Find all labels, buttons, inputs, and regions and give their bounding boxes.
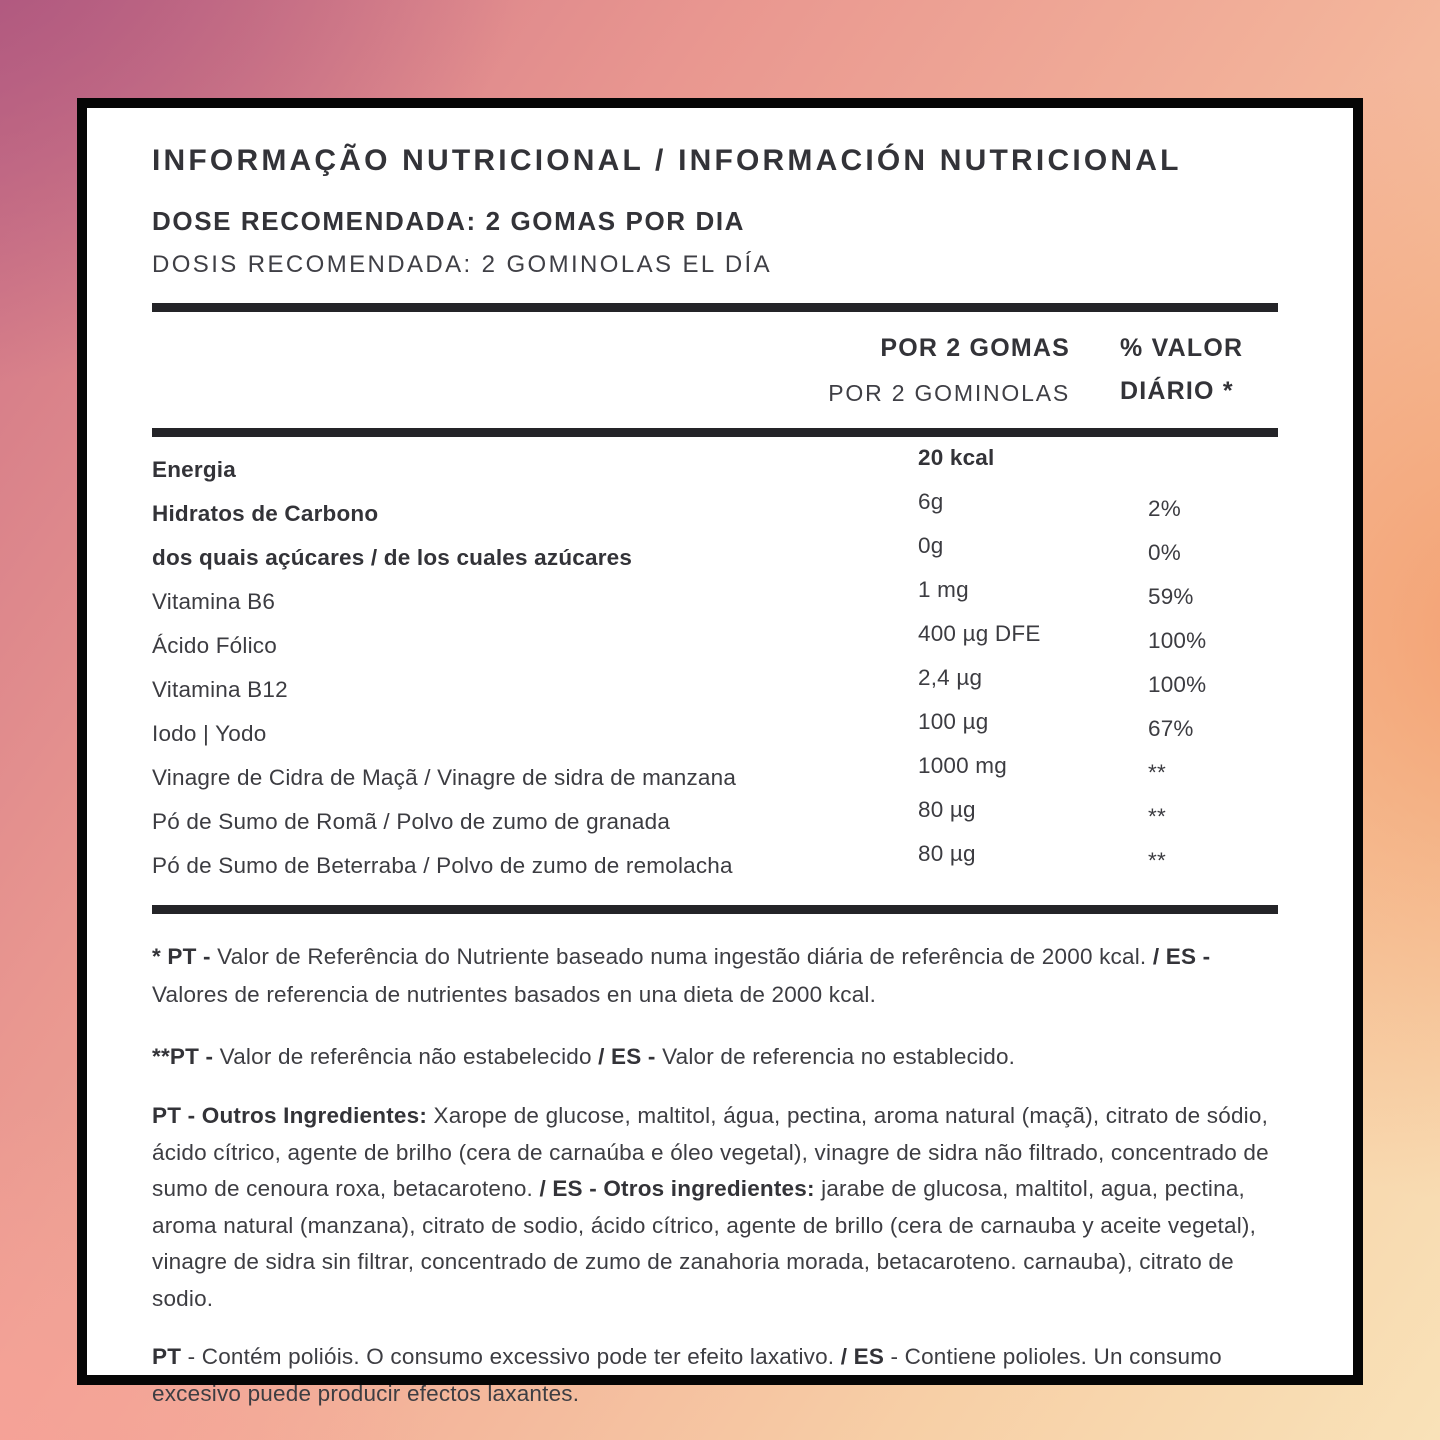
amount-header-pt: POR 2 GOMAS [880,334,1070,362]
nutrition-table-body [152,437,1278,885]
nutrient-daily-value: 100% [1148,672,1207,697]
table-row [152,665,1278,709]
polyols-warning-paragraph: PT - Contém polióis. O consumo excessivo pode ter efeito laxativo. / ES - Contiene polioles. Un consumo excesivo puede producir efectos laxantes. [152,1344,1222,1406]
table-row [152,709,1278,753]
table-row [152,841,1278,885]
nutrient-name: Hidratos de Carbono [152,501,379,526]
nutrient-name: Ácido Fólico [152,633,277,658]
nutrient-amount: 1000 mg [918,753,1007,778]
nutrient-name: Pó de Sumo de Romã / Polvo de zumo de granada [152,809,671,834]
nutrient-amount: 1 mg [918,577,969,602]
other-ingredients-paragraph: PT - Outros Ingredientes: Xarope de glucose, maltitol, água, pectina, aroma natural (maçã), citrato de sódio, ácido cítrico, agente de brilho (cera de carnaúba e óleo vegetal), vinagre de sidra não filtrado, concentrado de sumo de cenoura roxa, betacaroteno. / ES - Otros ingredientes: jarabe de glucosa, maltitol, agua, pectina, aroma natural (manzana), citrato de sodio, ácido cítrico, agente de brillo (cera de carnauba y aceite vegetal), vinagre de sidra sin filtrar, concentrado de zumo de zanahoria morada, betacaroteno. carnauba), citrato de sodio. [152,1103,1269,1311]
nutrient-daily-value: ** [1148,804,1166,829]
amount-column-header [828,334,1070,407]
divider-header [152,428,1278,437]
table-row [152,797,1278,841]
table-row [152,577,1278,621]
nutrient-daily-value: 2% [1148,496,1181,521]
nutrient-daily-value: 67% [1148,716,1194,741]
table-row [152,489,1278,533]
table-row [152,753,1278,797]
nutrient-daily-value: ** [1148,760,1166,785]
nutrient-daily-value: 0% [1148,540,1181,565]
daily-value-column-header [1120,334,1243,406]
divider-top [152,303,1278,312]
nutrient-name: Vinagre de Cidra de Maçã / Vinagre de sidra de manzana [152,765,737,790]
table-row [152,621,1278,665]
nutrition-label-card [77,98,1363,1406]
nutrient-daily-value [1148,445,1278,452]
nutrient-amount: 80 µg [918,797,976,822]
nutrient-amount: 100 µg [918,709,989,734]
daily-value-header-line2: DIÁRIO * [1120,377,1234,405]
page-title: INFORMAÇÃO NUTRICIONAL / INFORMACIÓN NUTRICIONAL [152,144,1182,177]
nutrient-amount: 20 kcal [918,445,995,470]
daily-value-header-line1: % VALOR [1120,334,1244,362]
dose-recommendation-es: DOSIS RECOMENDADA: 2 GOMINOLAS EL DÍA [152,251,773,278]
footnote-not-established: **PT - Valor de referência não estabelecido / ES - Valor de referencia no establecido. [152,1044,1016,1069]
nutrient-name: dos quais açúcares / de los cuales azúcares [152,545,633,570]
nutrient-daily-value: 100% [1148,628,1207,653]
nutrient-amount: 400 µg DFE [918,621,1041,646]
nutrient-daily-value: 59% [1148,584,1194,609]
nutrient-amount: 2,4 µg [918,665,983,690]
nutrient-name: Vitamina B12 [152,677,288,702]
divider-bottom [152,905,1278,914]
amount-header-es: POR 2 GOMINOLAS [828,380,1070,406]
table-row [152,533,1278,577]
nutrient-amount: 6g [918,489,944,514]
nutrient-amount: 0g [918,533,944,558]
nutrient-name: Iodo | Yodo [152,721,267,746]
nutrient-amount: 80 µg [918,841,976,866]
dose-recommendation-pt: DOSE RECOMENDADA: 2 GOMAS POR DIA [152,206,746,236]
table-row [152,445,1278,489]
nutrient-name: Energia [152,457,236,482]
nutrient-name: Pó de Sumo de Beterraba / Polvo de zumo de remolacha [152,853,733,878]
nutrient-name: Vitamina B6 [152,589,276,614]
nutrient-daily-value: ** [1148,848,1166,873]
table-header [152,312,1278,428]
footnote-daily-value: * PT - Valor de Referência do Nutriente baseado numa ingestão diária de referência de 2000 kcal. / ES - Valores de referencia de nutrientes basados en una dieta de 2000 kcal. [152,944,1211,1007]
